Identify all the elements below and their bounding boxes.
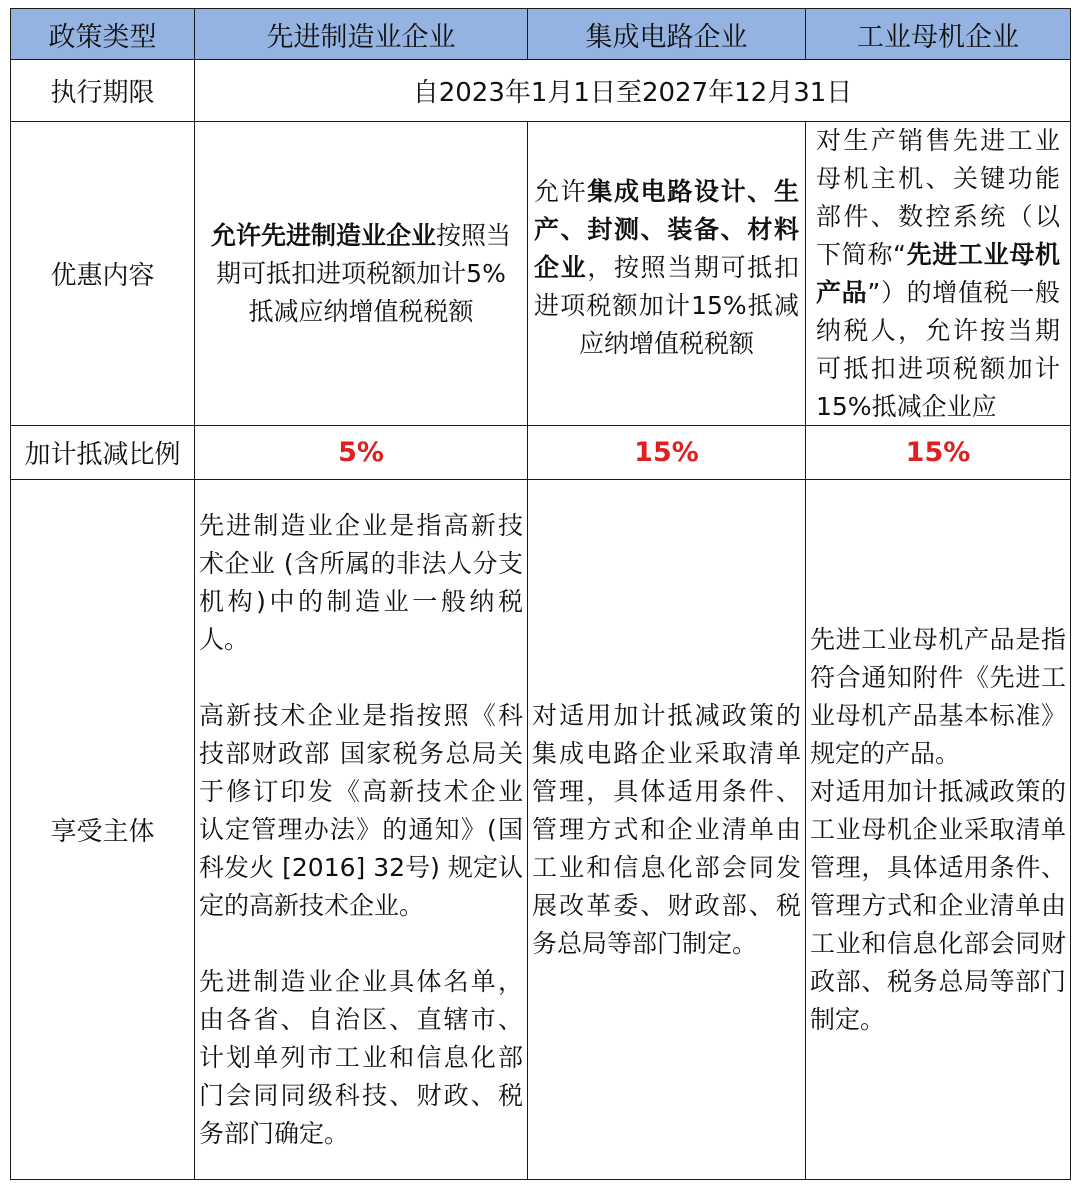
benefit-col1-rest: 按照当期可抵扣进项税额加计5%抵减应纳增值税税额: [216, 220, 512, 326]
benefit-col1-bold: 允许先进制造业企业: [210, 220, 436, 250]
header-row: [11, 9, 1071, 60]
subject-col1-para1: 先进制造业企业是指高新技术企业 (含所属的非法人分支机构)中的制造业一般纳税人。: [199, 510, 523, 654]
header-policy-type: 政策类型: [11, 9, 195, 60]
subject-col1-para2: 高新技术企业是指按照《科技部财政部 国家税务总局关于修订印发《高新技术企业认定管理办法》的通知》(国科发火 [2016] 32号) 规定认定的高新技术企业。: [199, 700, 523, 920]
ratio-row: [11, 426, 1071, 480]
subject-col2-para: 对适用加计抵减政策的集成电路企业采取清单管理，具体适用条件、管理方式和企业清单由工业和信息化部会同发展改革委、财政部、税务总局等部门制定。: [532, 700, 801, 958]
benefit-col2: [528, 122, 806, 426]
subject-row: [11, 480, 1071, 1180]
benefit-col3-clip: [816, 122, 1060, 422]
benefit-col3-rest: ”）的增值税一般纳税人，允许按当期可抵扣进项税额加计15%抵减企业应: [816, 278, 1060, 421]
benefit-row: [11, 122, 1071, 426]
header-advanced-manufacturing: 先进制造业企业: [195, 9, 528, 60]
period-value: 自2023年1月1日至2027年12月31日: [195, 60, 1071, 122]
ratio-col1: 5%: [195, 426, 528, 480]
spacer: [199, 925, 523, 963]
policy-comparison-table: [10, 8, 1071, 1180]
period-label: 执行期限: [11, 60, 195, 122]
subject-col3-para1: 先进工业母机产品是指符合通知附件《先进工业母机产品基本标准》规定的产品。: [810, 624, 1066, 768]
subject-col1-para3: 先进制造业企业具体名单，由各省、自治区、直辖市、计划单列市工业和信息化部门会同同级科技、财政、税务部门确定。: [199, 966, 523, 1148]
benefit-col3-pre: 对生产销售先进工业母机主机、关键功能部件、数控系统（以下简称“: [816, 126, 1060, 269]
benefit-col2-bold: 集成电路设计、生产、封测、装备、材料企业: [534, 176, 799, 282]
ratio-label: 加计抵减比例: [11, 426, 195, 480]
subject-col2: [528, 480, 806, 1180]
benefit-col1: [195, 122, 528, 426]
period-row: [11, 60, 1071, 122]
subject-col1: [195, 480, 528, 1180]
subject-col3: [806, 480, 1071, 1180]
benefit-label: 优惠内容: [11, 122, 195, 426]
header-integrated-circuit: 集成电路企业: [528, 9, 806, 60]
ratio-col2: 15%: [528, 426, 806, 480]
benefit-col2-rest: ，按照当期可抵扣进项税额加计15%抵减应纳增值税税额: [534, 252, 799, 358]
header-machine-tool: 工业母机企业: [806, 9, 1071, 60]
benefit-col2-pre: 允许: [534, 176, 588, 206]
benefit-col3-bold: 先进工业母机产品: [816, 240, 1060, 307]
subject-label: 享受主体: [11, 480, 195, 1180]
subject-col3-para2: 对适用加计抵减政策的工业母机企业采取清单管理，具体适用条件、管理方式和企业清单由工业和信息化部会同财政部、税务总局等部门制定。: [810, 776, 1066, 1034]
benefit-col3: [806, 122, 1071, 426]
ratio-col3: 15%: [806, 426, 1071, 480]
spacer: [199, 659, 523, 697]
